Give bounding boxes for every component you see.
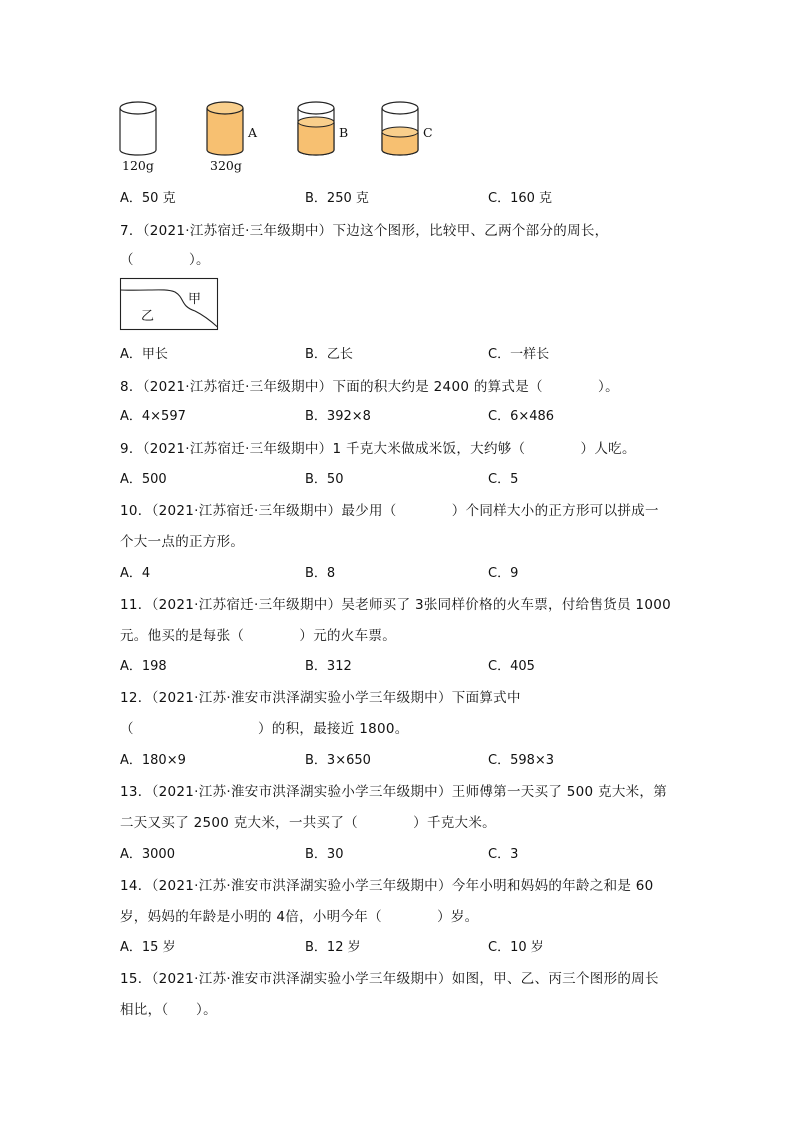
- question-text: 个大一点的正方形。: [120, 534, 245, 550]
- question-text: 10．（2021·江苏宿迁·三年级期中）最少用（ ）个同样大小的正方形可以拼成一: [120, 503, 659, 519]
- option-b[interactable]: B．30: [305, 847, 344, 862]
- question-text: （ ）的积，最接近 1800。: [120, 721, 409, 737]
- option-c[interactable]: C．405: [488, 659, 535, 674]
- cup-empty-icon: [118, 98, 158, 158]
- option-c[interactable]: C．598×3: [488, 753, 555, 768]
- cup-quarter-icon: [380, 98, 420, 158]
- cup-weight-label: 320g: [210, 158, 242, 173]
- cup-label-c: C: [423, 125, 433, 140]
- option-b[interactable]: B．392×8: [305, 409, 371, 424]
- cup-label-a: A: [248, 125, 258, 140]
- option-b[interactable]: B．250 克: [305, 191, 369, 206]
- option-b[interactable]: B．12 岁: [305, 940, 361, 955]
- option-a[interactable]: A．500: [120, 472, 167, 487]
- option-a[interactable]: A．50 克: [120, 191, 176, 206]
- rectangle-split-figure: [120, 278, 218, 330]
- option-c[interactable]: C．5: [488, 472, 519, 487]
- question-text: 14．（2021·江苏·淮安市洪泽湖实验小学三年级期中）今年小明和妈妈的年龄之和是 60: [120, 878, 654, 894]
- cup-label-b: B: [339, 125, 349, 140]
- question-text: （ ）。: [120, 252, 210, 268]
- question-text: 12．（2021·江苏·淮安市洪泽湖实验小学三年级期中）下面算式中: [120, 690, 521, 706]
- option-c[interactable]: C．一样长: [488, 347, 550, 362]
- question-text: 8．（2021·江苏宿迁·三年级期中）下面的积大约是 2400 的算式是（ ）。: [120, 379, 619, 395]
- option-a[interactable]: A．4×597: [120, 409, 186, 424]
- option-b[interactable]: B．乙长: [305, 347, 353, 362]
- option-b[interactable]: B．3×650: [305, 753, 371, 768]
- option-a[interactable]: A．甲长: [120, 347, 168, 362]
- cup-weight-label: 120g: [122, 158, 154, 173]
- question-text: 相比，（ ）。: [120, 1002, 217, 1018]
- option-b[interactable]: B．50: [305, 472, 344, 487]
- option-c[interactable]: C．3: [488, 847, 519, 862]
- question-text: 岁，妈妈的年龄是小明的 4倍，小明今年（ ）岁。: [120, 909, 479, 925]
- option-a[interactable]: A．4: [120, 566, 151, 581]
- question-text: 13．（2021·江苏·淮安市洪泽湖实验小学三年级期中）王师傅第一天买了 500 克大米，第: [120, 784, 668, 800]
- option-c[interactable]: C．9: [488, 566, 519, 581]
- option-a[interactable]: A．15 岁: [120, 940, 176, 955]
- shape-label-yi: 乙: [141, 309, 155, 324]
- option-c[interactable]: C．6×486: [488, 409, 555, 424]
- option-b[interactable]: B．312: [305, 659, 352, 674]
- question-text: 15．（2021·江苏·淮安市洪泽湖实验小学三年级期中）如图，甲、乙、丙三个图形的周长: [120, 971, 659, 987]
- option-c[interactable]: C．160 克: [488, 191, 553, 206]
- shape-label-jia: 甲: [188, 292, 202, 307]
- question-text: 元。他买的是每张（ ）元的火车票。: [120, 628, 396, 644]
- option-a[interactable]: A．180×9: [120, 753, 186, 768]
- option-a[interactable]: A．3000: [120, 847, 175, 862]
- option-b[interactable]: B．8: [305, 566, 336, 581]
- question-text: 二天又买了 2500 克大米，一共买了（ ）千克大米。: [120, 815, 496, 831]
- question-text: 11．（2021·江苏宿迁·三年级期中）吴老师买了 3张同样价格的火车票，付给售货员 1000: [120, 597, 671, 613]
- cup-full-icon: [205, 98, 245, 158]
- option-c[interactable]: C．10 岁: [488, 940, 544, 955]
- question-text: 9．（2021·江苏宿迁·三年级期中）1 千克大米做成米饭，大约够（ ）人吃。: [120, 441, 636, 457]
- question-text: 7．（2021·江苏宿迁·三年级期中）下边这个图形，比较甲、乙两个部分的周长，: [120, 223, 609, 239]
- cup-half-icon: [296, 98, 336, 158]
- option-a[interactable]: A．198: [120, 659, 167, 674]
